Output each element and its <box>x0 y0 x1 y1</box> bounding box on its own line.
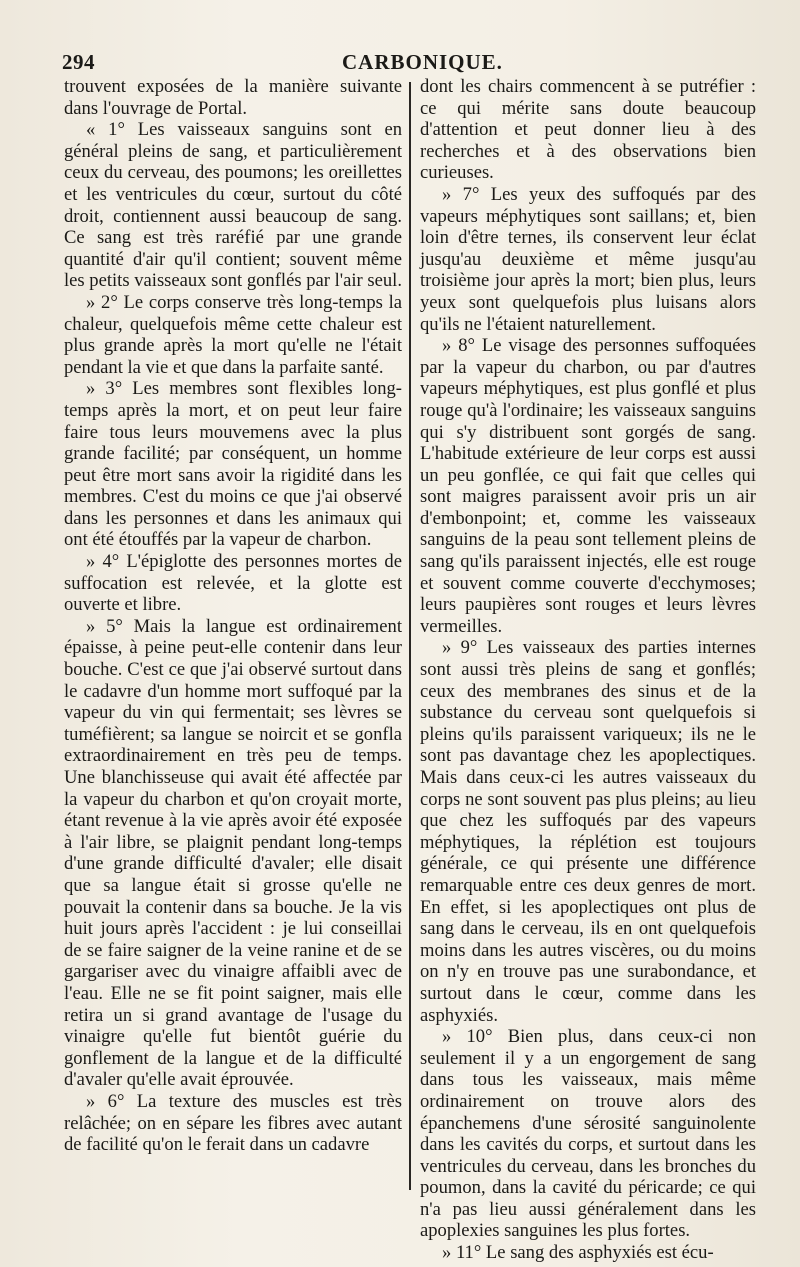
paragraph: » 4° L'épiglotte des personnes mortes de suffocation est relevée, et la glotte est ouverte et libre. <box>64 551 402 616</box>
page-number: 294 <box>62 50 95 74</box>
paragraph: » 6° La texture des muscles est très relâchée; on en sépare les fibres avec autant de facilité qu'on le ferait dans un cadavre <box>64 1090 402 1156</box>
paragraph: » 11° Le sang des asphyxiés est écu- <box>442 1242 714 1264</box>
paragraph: » 2° Le corps conserve très long-temps la chaleur, quelquefois même cette chaleur est plus grande après la mort qu'elle ne l'était pendant la vie et que dans la parfaite santé. <box>64 291 402 378</box>
left-column <box>64 76 402 1156</box>
column-divider <box>409 82 411 1190</box>
paragraph: » 7° Les yeux des suffoqués par des vapeurs méphytiques sont saillans; et, bien loin d'être ternes, ils conservent leur éclat jusqu'au deuxième et même jusqu'au troisième jour après la mort; bien plus, leurs yeux sont quelquefois plus luisans alors qu'ils ne l'étaient naturellement. <box>420 183 756 335</box>
paragraph: dont les chairs commencent à se putréfier : ce qui mérite sans doute beaucoup d'attention et peut donner lieu à des recherches et à des observations bien curieuses. <box>420 76 756 184</box>
paragraph: trouvent exposées de la manière suivante dans l'ouvrage de Portal. <box>64 76 402 119</box>
right-column <box>420 76 756 1264</box>
paragraph: » 9° Les vaisseaux des parties internes sont aussi très pleins de sang et gonflés; ceux des membranes des sinus et de la substance du cerveau sont quelquefois si pleins qu'ils paraissent variqueux; ils ne le sont pas davantage chez les apoplectiques. Mais dans ceux-ci les autres vaisseaux du corps ne sont souvent pas plus pleins; au lieu que chez les suffoqués par des vapeurs méphytiques, la réplétion est toujours générale, ce qui présente une différence remarquable entre ces deux genres de mort. En effet, si les apoplectiques ont plus de sang dans le cerveau, ils en ont quelquefois moins dans les autres viscères, ou du moins on n'y en trouve pas une surabondance, et surtout dans le cœur, comme dans les asphyxiés. <box>420 637 756 1026</box>
paragraph: « 1° Les vaisseaux sanguins sont en général pleins de sang, et particulièrement ceux du cerveau, des poumons; les oreillettes et les ventricules du cœur, surtout du côté droit, contiennent aussi beaucoup de sang. Ce sang est très raréfié par une grande quantité d'air qu'il contient; souvent même les petits vaisseaux sont gonflés par l'air seul. <box>64 119 402 292</box>
paragraph: » 5° Mais la langue est ordinairement épaisse, à peine peut-elle contenir dans leur bouche. C'est ce que j'ai observé surtout dans le cadavre d'un homme mort suffoqué par la vapeur du vin qui fermentait; ses lèvres se tuméfièrent; sa langue se noircit et se gonfla extraordinairement en très peu de temps. Une blanchisseuse qui avait été affectée par la vapeur du charbon et qu'on croyait morte, étant revenue à la vie après avoir été exposée à l'air libre, se plaignit pendant long-temps d'une grande difficulté d'avaler; elle disait que sa langue était si grosse qu'elle ne pouvait la contenir dans sa bouche. Je la vis huit jours après l'accident : je lui conseillai de se faire saigner de la veine ranine et de se gargariser avec du vinaigre affaibli avec de l'eau. Elle ne se fit point saigner, mais elle retira un si grand avantage de l'usage du vinaigre qu'elle fut bientôt guérie du gonflement de la langue et de la difficulté d'avaler qu'elle avait éprouvée. <box>64 615 402 1091</box>
running-title: CARBONIQUE. <box>342 50 503 74</box>
paragraph: » 3° Les membres sont flexibles long-temps après la mort, et on peut leur faire faire tous leurs mouvemens avec la plus grande facilité; par conséquent, un homme peut être mort sans avoir la rigidité dans les membres. C'est du moins ce que j'ai observé dans les personnes et dans les animaux qui ont été étouffés par la vapeur de charbon. <box>64 378 402 551</box>
paragraph: » 10° Bien plus, dans ceux-ci non seulement il y a un engorgement de sang dans tous les vaisseaux, mais même ordinairement on trouve alors des épanchemens d'une sérosité sanguinolente dans les cavités du corps, et surtout dans les ventricules du cerveau, dans les bronches du poumon, dans la cavité du péricarde; ce qui n'a pas lieu aussi généralement dans les apoplexies sanguines les plus fortes. <box>420 1026 756 1242</box>
paragraph: » 8° Le visage des personnes suffoquées par la vapeur du charbon, ou par d'autres vapeurs méphytiques, est plus gonflé et plus rouge qu'à l'ordinaire; les vaisseaux sanguins qui s'y distribuent sont gorgés de sang. L'habitude extérieure de leur corps est aussi un peu gonflée, ce qui fait que celles qui sont maigres paraissent avoir pris un air d'embonpoint; et, comme les vaisseaux sanguins de la peau sont tellement pleins de sang qu'ils paraissent injectés, elle est rouge et souvent comme couverte d'ecchymoses; leurs paupières sont rouges et leurs lèvres vermeilles. <box>420 335 756 637</box>
